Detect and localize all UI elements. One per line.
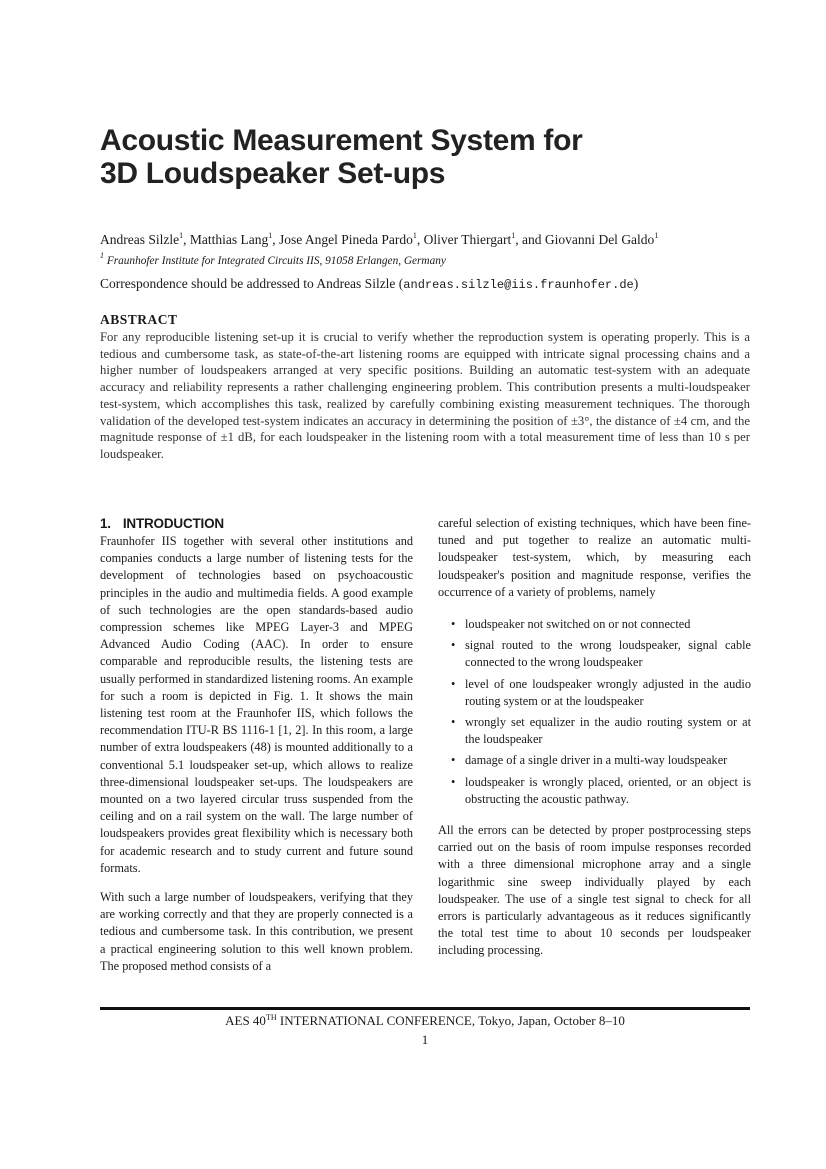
list-item: • level of one loudspeaker wrongly adjusted in the audio routing system or at the loudspeaker (438, 676, 751, 710)
author-name: Oliver Thiergart (423, 232, 512, 247)
intro-paragraph-1: Fraunhofer IIS together with several other institutions and companies conducts a large number of listening tests for the development of technologies based on psychoacoustic principles in the audio and multimedia fields. A good example of such technologies are the open standards-based audio compression schemes like MPEG Layer-3 and MPEG Advanced Audio Coding (AAC). In order to ensure comparable and reproducible results, the listening tests are usually performed in standardized listening rooms. An example for such a room is depicted in Fig. 1. It shows the main listening test room at the Fraunhofer IIS, which follows the recommendation ITU-R BS 1116-1 [1, 2]. In this room, a large number of extra loudspeakers (48) is mounted additionally to a conventional 5.1 loudspeaker set-up, which allows to realize three-dimensional loudspeaker set-ups. The loudspeakers are mounted on a two layered circular truss suspended from the ceiling and on a rail system on the wall. The large number of loudspeakers provides great flexibility which is necessary both for academic research and to study current and future sound formats. (100, 534, 413, 875)
affiliation (100, 251, 740, 267)
author-name: Jose Angel Pineda Pardo (278, 232, 413, 247)
author-affiliation-mark: 1 (654, 231, 659, 240)
title-line-2: 3D Loudspeaker Set-ups (100, 157, 446, 190)
section-number: 1. (100, 516, 111, 531)
page-number: 1 (421, 1032, 429, 1047)
footer-superscript: TH (265, 1013, 277, 1022)
footer-rule (100, 1007, 750, 1010)
footer-prefix: AES 40 (225, 1013, 266, 1028)
footer-suffix: INTERNATIONAL CONFERENCE, Tokyo, Japan, October 8–10 (276, 1013, 625, 1028)
author-name: Matthias Lang (189, 232, 269, 247)
affiliation-text: Fraunhofer Institute for Integrated Circuits IIS, 91058 Erlangen, Germany (106, 255, 446, 267)
section-heading (100, 515, 413, 532)
correspondence-suffix: ) (633, 276, 639, 291)
author-affiliation-mark: 1 (179, 231, 184, 240)
list-item: • signal routed to the wrong loudspeaker, signal cable connected to the wrong loudspeaker (438, 637, 751, 671)
list-item: • loudspeaker is wrongly placed, oriented, or an object is obstructing the acoustic pathway. (438, 774, 751, 808)
right-column (438, 515, 751, 960)
title-line-1: Acoustic Measurement System for (100, 124, 583, 157)
paper-title (100, 124, 740, 190)
problem-list (438, 616, 751, 808)
abstract-body: For any reproducible listening set-up it is crucial to verify whether the reproduction system is operating properly. This is a tedious and cumbersome task, as state-of-the-art listening rooms are equipped with intricate signal processing chains and a higher number of loudspeakers arranged at very specific positions. Building an automatic test-system with an adequate accuracy and reliability represents a rather challenging engineering problem. This contribution presents a multi-loudspeaker test-system, which accomplishes this task, realized by carefully combining existing measurement techniques. The thorough validation of the developed test-system indicates an accuracy in determining the position of ±3°, the distance of ±4 cm, and the magnitude response of ±1 dB, for each loudspeaker in the listening room with a total measurement time of less than 10 s per loudspeaker. (100, 330, 750, 461)
abstract-heading: ABSTRACT (100, 312, 178, 327)
author-name: Giovanni Del Galdo (544, 232, 655, 247)
intro-paragraph-3: careful selection of existing techniques, which have been fine-tuned and put together to realize an automatic multi-loudspeaker test-system, which, by measuring each loudspeaker's position and magnitude response, verifies the occurrence of a variety of problems, namely (438, 516, 751, 599)
intro-paragraph-4: All the errors can be detected by proper postprocessing steps carried out on the basis of room impulse responses recorded with a three dimensional microphone array and a single logarithmic sine sweep individually played by each loudspeaker. The use of a single test signal to check for all errors is particularly advantageous as it reduces significantly the total test time to about 10 seconds per loudspeaker including processing. (438, 823, 751, 958)
author-affiliation-mark: 1 (268, 231, 273, 240)
list-item: • loudspeaker not switched on or not connected (438, 616, 751, 633)
correspondence (100, 276, 740, 292)
correspondence-email[interactable]: andreas.silzle@iis.fraunhofer.de (403, 278, 634, 292)
author-name: Andreas Silzle (100, 232, 180, 247)
intro-paragraph-2: With such a large number of loudspeakers, verifying that they are working correctly and that they are properly connected is a tedious and cumbersome task. In this contribution, we present a practical engineering solution to this well known problem. The proposed method consists of a (100, 890, 413, 973)
author-affiliation-mark: 1 (511, 231, 516, 240)
affiliation-mark: 1 (100, 251, 104, 260)
conference-footer (100, 1013, 750, 1029)
list-item: • wrongly set equalizer in the audio routing system or at the loudspeaker (438, 714, 751, 748)
author-conjunction: and (521, 232, 542, 247)
correspondence-prefix: Correspondence should be addressed to Andreas Silzle ( (100, 276, 404, 291)
author-list: Andreas Silzle$^1$, Matthias Lang$^1$, Jose Angel Pineda Pardo$^1$, Oliver Thiergart$^1$, and Giovanni Del Galdo$^1$ (100, 231, 659, 247)
list-item: • damage of a single driver in a multi-way loudspeaker (438, 752, 751, 769)
left-column (100, 515, 413, 975)
section-title: INTRODUCTION (122, 516, 224, 531)
author-affiliation-mark: 1 (412, 231, 417, 240)
